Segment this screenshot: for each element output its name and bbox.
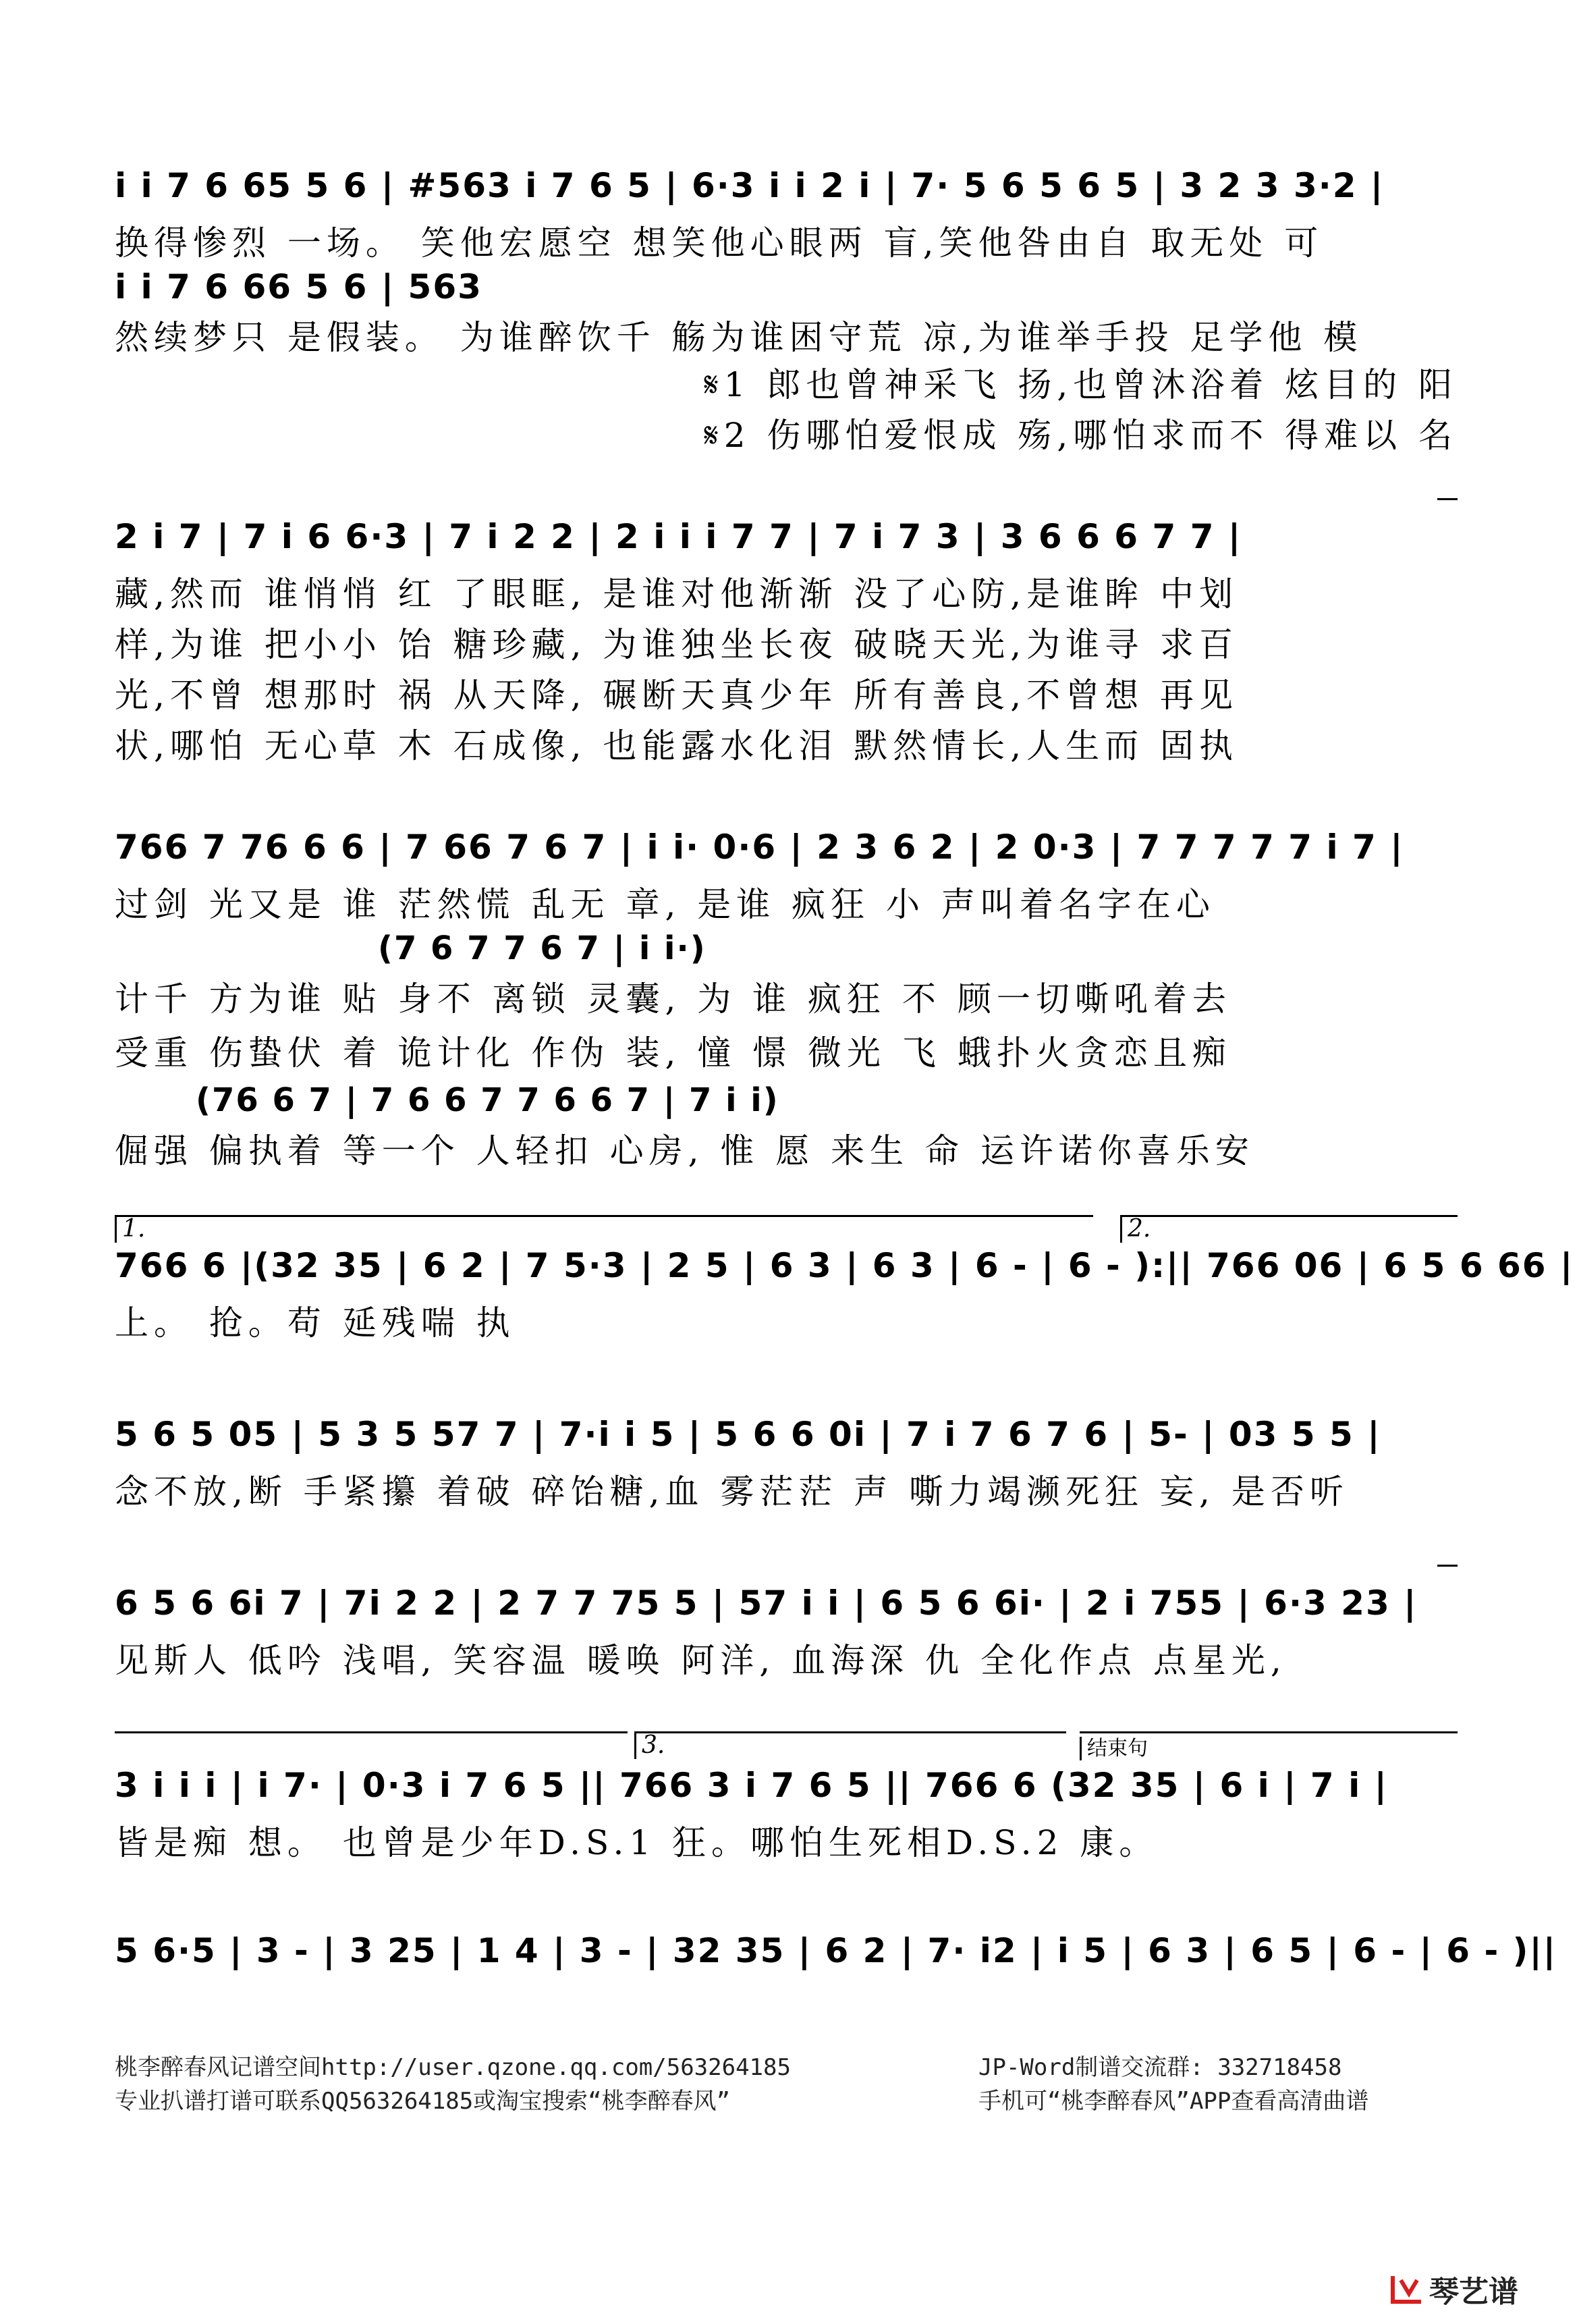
notation-line: 2 i 7 | 7 i 6 6·3 | 7 i 2 2 | 2 i i i 7 7 | 7 i 7 3 | 3 6 6 6 7 7 |	[115, 517, 1242, 556]
volta-3-label: 3.	[634, 1731, 665, 1759]
lyric-segno-2: 𝄋2 伤哪怕爱恨成 殇,哪怕求而不 得难以 名	[704, 416, 1458, 455]
lyric-line-1: 藏,然而 谁悄悄 红 了眼眶, 是谁对他渐渐 没了心防,是谁眸 中划	[115, 574, 1239, 614]
notation-line-alt: i i 7 6 66 5 6 | 563	[115, 267, 482, 306]
footer-left-2: 专业扒谱打谱可联系QQ563264185或淘宝搜索“桃李醉春风”	[115, 2088, 731, 2115]
footer-right-2: 手机可“桃李醉春风”APP查看高清曲谱	[978, 2088, 1369, 2115]
volta-2-label: 2.	[1120, 1215, 1151, 1243]
volta-1-bracket	[115, 1215, 1093, 1217]
tie-line-long	[115, 1731, 628, 1733]
lyric-line-4: 状,哪怕 无心草 木 石成像, 也能露水化泪 默然情长,人生而 固执	[115, 726, 1239, 765]
lyric-line-1: 念不放,断 手紧攥 着破 碎饴糖,血 雾茫茫 声 嘶力竭濒死狂 妄, 是否听	[115, 1472, 1349, 1511]
notation-line: i i 7 6 65 5 6 | #563 i 7 6 5 | 6·3 i i 2 i | 7· 5 6 5 6 5 | 3 2 3 3·2 |	[115, 166, 1385, 205]
lyric-line-3: 光,不曾 想那时 祸 从天降, 碾断天真少年 所有善良,不曾想 再见	[115, 676, 1239, 715]
lyric-line-2: 然续梦只 是假装。 为谁醉饮千 觞为谁困守荒 凉,为谁举手投 足学他 模	[115, 318, 1363, 357]
volta-3-bracket	[634, 1731, 1066, 1733]
ending-label: 结束句	[1080, 1731, 1148, 1761]
logo-text: 琴艺谱	[1429, 2275, 1518, 2309]
lyric-line-4: 倔强 偏执着 等一个 人轻扣 心房, 惟 愿 来生 命 运许诺你喜乐安	[115, 1131, 1254, 1170]
notation-line: 766 6 |(32 35 | 6 2 | 7 5·3 | 2 5 | 6 3 | 6 3 | 6 - | 6 - ):|| 766 06 | 6 5 6 66 |	[115, 1246, 1574, 1285]
volta-1-label: 1.	[115, 1215, 145, 1243]
lyric-line-3: 受重 伤蛰伏 着 诡计化 作伪 装, 憧 憬 微光 飞 蛾扑火贪恋且痴	[115, 1033, 1231, 1073]
lyric-segno-1: 𝄋1 郎也曾神采飞 扬,也曾沐浴着 炫目的 阳	[704, 365, 1458, 404]
lyric-line-2: 计千 方为谁 贴 身不 离锁 灵囊, 为 谁 疯狂 不 顾一切嘶吼着去	[115, 979, 1231, 1019]
tie-line	[1437, 498, 1458, 500]
brand-logo	[1389, 2267, 1518, 2311]
notation-line: 5 6 5 05 | 5 3 5 57 7 | 7·i i 5 | 5 6 6 0i | 7 i 7 6 7 6 | 5- | 03 5 5 |	[115, 1415, 1381, 1454]
volta-2-bracket	[1120, 1215, 1458, 1217]
footer-left-1: 桃李醉春风记谱空间http://user.qzone.qq.com/563264185	[115, 2054, 791, 2081]
lyric-line-1: 见斯人 低吟 浅唱, 笑容温 暖唤 阿洋, 血海深 仇 全化作点 点星光,	[115, 1641, 1287, 1680]
lyric-line-1: 皆是痴 想。 也曾是少年D.S.1 狂。哪怕生死相D.S.2 康。	[115, 1823, 1159, 1862]
interlude-notation-1: (7 6 7 7 6 7 | i i·)	[378, 929, 707, 967]
lyric-line-2: 样,为谁 把小小 饴 糖珍藏, 为谁独坐长夜 破晓天光,为谁寻 求百	[115, 625, 1239, 664]
notation-line: 5 6·5 | 3 - | 3 25 | 1 4 | 3 - | 32 35 | 6 2 | 7· i2 | i 5 | 6 3 | 6 5 | 6 - | 6 - )||	[115, 1931, 1557, 1970]
lyric-line-1: 换得惨烈 一场。 笑他宏愿空 想笑他心眼两 盲,笑他咎由自 取无处 可	[115, 223, 1324, 263]
footer-right-1: JP-Word制谱交流群: 332718458	[978, 2054, 1342, 2081]
qinyipu-logo-icon	[1389, 2271, 1425, 2307]
notation-line: 6 5 6 6i 7 | 7i 2 2 | 2 7 7 75 5 | 57 i i | 6 5 6 6i· | 2 i 755 | 6·3 23 |	[115, 1584, 1418, 1623]
lyric-line-1: 过剑 光又是 谁 茫然慌 乱无 章, 是谁 疯狂 小 声叫着名字在心	[115, 885, 1215, 924]
notation-line: 766 7 76 6 6 | 7 66 7 6 7 | i i· 0·6 | 2 3 6 2 | 2 0·3 | 7 7 7 7 7 i 7 |	[115, 828, 1404, 867]
tie-line	[1437, 1565, 1458, 1567]
notation-line: 3 i i i | i 7· | 0·3 i 7 6 5 || 766 3 i 7 6 5 || 766 6 (32 35 | 6 i | 7 i |	[115, 1766, 1388, 1805]
interlude-notation-2: (76 6 7 | 7 6 6 7 7 6 6 7 | 7 i i)	[196, 1081, 779, 1119]
lyric-line-1: 上。 抢。苟 延残喘 执	[115, 1303, 516, 1343]
